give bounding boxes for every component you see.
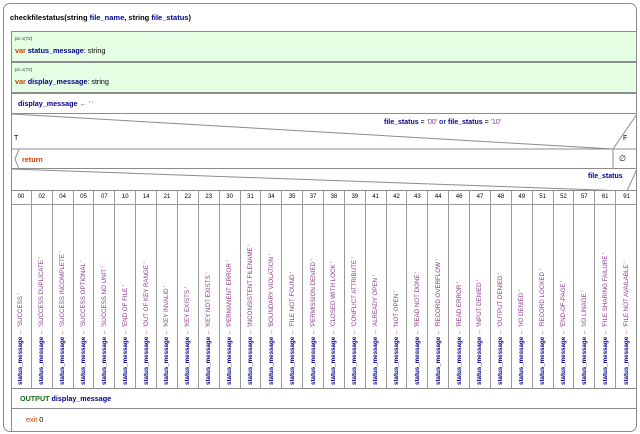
case-arrow: ← (38, 328, 46, 336)
case-arrow: ← (559, 328, 567, 336)
case-target: status_message (80, 336, 88, 385)
case-column-49 (512, 191, 533, 389)
assignment-display-message (11, 93, 637, 114)
case-assignment (476, 280, 483, 385)
case-assignment (59, 251, 66, 385)
case-message: 'CONFLICT ATTRIBUTE ' (351, 256, 359, 328)
case-assignment (435, 259, 442, 385)
case-code: 22 (184, 194, 192, 200)
case-message: 'PERMANENT ERROR ' (226, 260, 234, 328)
case-column-44 (428, 191, 449, 389)
case-message: 'KEY EXISTS ' (184, 287, 192, 328)
case-code: 46 (455, 194, 463, 200)
case-message: 'READ NOT DONE ' (413, 271, 421, 328)
case-message: 'READ ERROR ' (455, 281, 463, 328)
exit-keyword: exit (26, 415, 38, 424)
case-column-61 (595, 191, 616, 389)
case-divider (220, 204, 240, 205)
case-target: status_message (163, 336, 171, 385)
case-arrow: ← (539, 328, 547, 336)
case-message: 'PERMISSION DENIED ' (309, 259, 317, 328)
case-code: 35 (288, 194, 296, 200)
empty-branch: ∅ (619, 154, 626, 163)
case-target: status_message (184, 336, 192, 385)
var-keyword: var (15, 46, 26, 55)
declaration-display-message: pic x(72) var display_message: string (11, 62, 637, 93)
case-assignment (247, 244, 254, 385)
case-message: 'SUCCESS OPTIONAL ' (80, 260, 88, 328)
case-column-05 (74, 191, 95, 389)
case-column-00 (11, 191, 32, 389)
case-code: 10 (121, 194, 129, 200)
case-message: 'BOUNDARY VIOLATION ' (267, 253, 275, 328)
case-arrow: ← (601, 328, 609, 336)
case-arrow: ← (17, 328, 25, 336)
case-arrow: ← (246, 328, 254, 336)
case-arrow: ← (497, 328, 505, 336)
nassi-shneiderman-diagram (3, 3, 637, 432)
case-target: status_message (434, 336, 442, 385)
case-assignment (38, 257, 45, 385)
declaration-status-message: pic x(72) var status_message: string (11, 31, 637, 62)
case-code: 30 (226, 194, 233, 200)
case-code: 52 (560, 194, 567, 200)
case-message: 'RECORD LOCKED ' (539, 269, 547, 328)
case-divider (470, 204, 490, 205)
case-divider (303, 204, 323, 205)
case-divider (574, 204, 594, 205)
case-column-52 (554, 191, 575, 389)
case-message: 'NOT OPEN ' (393, 290, 401, 328)
case-message: 'SUCCESS NO UNIT ' (100, 266, 108, 328)
case-arrow: ← (163, 328, 171, 336)
case-target: status_message (100, 336, 108, 385)
case-arrow: ← (351, 328, 359, 336)
case-column-41 (366, 191, 387, 389)
case-target: status_message (17, 336, 25, 385)
param2-name: file_status (151, 13, 189, 22)
case-column-42 (387, 191, 408, 389)
case-divider (428, 204, 448, 205)
case-arrow: ← (518, 328, 526, 336)
case-target: status_message (518, 336, 526, 385)
case-message: 'ALREADY OPEN ' (372, 275, 380, 328)
case-divider (533, 204, 553, 205)
case-divider (324, 204, 344, 205)
case-divider (94, 204, 114, 205)
case-divider (387, 204, 407, 205)
case-target: status_message (393, 336, 401, 385)
case-column-43 (407, 191, 428, 389)
case-message: 'END-OF-PAGE ' (559, 280, 567, 328)
return-statement: return (22, 155, 43, 164)
pic-label: pic x(72) (15, 67, 33, 72)
case-target: status_message (413, 336, 421, 385)
case-divider (178, 204, 198, 205)
case-message: 'I/O DENIED ' (518, 289, 526, 328)
case-assignment (351, 257, 358, 385)
case-divider (136, 204, 156, 205)
case-arrow: ← (309, 328, 317, 336)
case-arrow: ← (205, 328, 213, 336)
case-message: 'OUTPUT DENIED ' (497, 272, 505, 328)
case-assignment (122, 285, 129, 385)
case-assignment (497, 273, 504, 385)
case-target: status_message (309, 336, 317, 385)
case-divider (261, 204, 281, 205)
param2-type: string (128, 13, 150, 22)
case-assignment (80, 260, 87, 385)
case-divider (74, 204, 94, 205)
case-assignment (581, 290, 588, 385)
case-divider (157, 204, 177, 205)
case-assignment (456, 282, 463, 385)
var-name: status_message (27, 46, 84, 55)
case-code: 07 (101, 194, 108, 200)
case-target: status_message (38, 336, 46, 385)
case-divider (449, 204, 469, 205)
case-target: status_message (539, 336, 547, 385)
case-divider (282, 204, 302, 205)
case-column-31 (241, 191, 262, 389)
if-block (11, 114, 637, 169)
assign-value: ' ' (88, 99, 94, 108)
case-column-57 (574, 191, 595, 389)
case-assignment (268, 254, 275, 385)
case-column-47 (470, 191, 491, 389)
case-message: 'RECORD OVERFLOW ' (434, 259, 442, 328)
case-arrow: ← (226, 328, 234, 336)
switch-header (11, 169, 637, 191)
var-type: string (87, 46, 106, 55)
case-code: 44 (434, 194, 442, 200)
case-target: status_message (226, 336, 234, 385)
case-target: status_message (330, 336, 338, 385)
case-arrow: ← (330, 328, 338, 336)
case-arrow: ← (121, 328, 129, 336)
case-code: 31 (247, 194, 254, 200)
case-code: 43 (414, 194, 421, 200)
case-assignment (560, 281, 567, 385)
case-message: 'FILE NOT AVAILABLE ' (622, 261, 630, 328)
case-arrow: ← (476, 328, 484, 336)
case-column-91 (616, 191, 637, 389)
case-code: 21 (163, 194, 171, 200)
case-message: 'END OF FILE ' (121, 284, 129, 328)
case-code: 39 (351, 194, 359, 200)
assign-target: display_message (18, 99, 78, 108)
case-target: status_message (121, 336, 129, 385)
case-assignment (393, 291, 400, 385)
case-message: 'FILE NOT FOUND ' (288, 271, 296, 328)
case-assignment (226, 260, 233, 385)
case-assignment (163, 286, 170, 386)
case-arrow: ← (184, 328, 192, 336)
param1-name: file_name (89, 13, 125, 22)
case-arrow: ← (288, 328, 296, 336)
if-diagonals (12, 114, 637, 169)
if-condition: file_status = '00' or file_status = '10' (384, 119, 502, 126)
case-assignment (310, 259, 317, 385)
case-arrow: ← (393, 328, 401, 336)
case-divider (616, 204, 637, 205)
case-target: status_message (205, 336, 213, 385)
output-variable: display_message (51, 394, 112, 403)
case-target: status_message (497, 336, 505, 385)
case-target: status_message (288, 336, 296, 385)
case-target: status_message (267, 336, 275, 385)
case-column-22 (178, 191, 199, 389)
case-assignment (17, 293, 24, 385)
case-divider (407, 204, 427, 205)
case-column-30 (220, 191, 241, 389)
false-label: F (623, 135, 628, 142)
assign-arrow: ← (79, 99, 87, 108)
output-keyword: OUTPUT (20, 394, 50, 403)
case-divider (554, 204, 574, 205)
case-target: status_message (246, 336, 254, 385)
case-message: 'INPUT DENIED ' (476, 279, 484, 328)
case-code: 02 (38, 194, 46, 200)
case-column-37 (303, 191, 324, 389)
case-divider (11, 204, 31, 205)
case-arrow: ← (372, 328, 380, 336)
case-assignment (205, 272, 212, 385)
function-name: checkfilestatus (10, 13, 65, 22)
case-message: 'SUCCESS DUPLICATE ' (38, 257, 46, 328)
case-arrow: ← (455, 328, 463, 336)
case-assignment (414, 272, 421, 385)
case-message: 'KEY INVALID ' (163, 285, 171, 328)
case-code: 00 (17, 194, 25, 200)
switch-variable: file_status (588, 173, 623, 180)
case-assignment (539, 269, 546, 385)
case-column-38 (324, 191, 345, 389)
case-code: 91 (623, 194, 630, 200)
case-assignment (372, 275, 379, 385)
case-column-48 (491, 191, 512, 389)
case-divider (366, 204, 386, 205)
case-arrow: ← (622, 328, 630, 336)
case-column-07 (94, 191, 115, 389)
case-arrow: ← (267, 328, 275, 336)
var-name: display_message (27, 77, 88, 86)
case-code: 51 (539, 194, 546, 200)
case-target: status_message (59, 336, 67, 385)
case-message: 'SUCCESS INCOMPLETE ' (59, 251, 67, 328)
var-type: string (91, 77, 109, 86)
case-assignment (602, 253, 609, 385)
case-target: status_message (351, 336, 359, 385)
case-arrow: ← (100, 328, 108, 336)
case-code: 57 (580, 194, 588, 200)
case-target: status_message (601, 336, 609, 385)
case-assignment (101, 266, 108, 385)
case-column-51 (533, 191, 554, 389)
true-label: T (14, 135, 19, 142)
case-divider (241, 204, 261, 205)
exit-value: 0 (39, 415, 44, 424)
case-arrow: ← (142, 328, 150, 336)
case-code: 61 (601, 194, 609, 200)
case-divider (199, 204, 219, 205)
case-message: 'KEY NOT EXISTS ' (205, 272, 213, 328)
case-assignment (143, 262, 150, 385)
case-code: 38 (330, 194, 338, 200)
case-code: 14 (142, 194, 150, 200)
case-divider (115, 204, 135, 205)
case-arrow: ← (413, 328, 421, 336)
case-assignment (289, 272, 296, 385)
case-assignment (518, 290, 525, 385)
case-target: status_message (476, 336, 484, 385)
case-code: 05 (80, 194, 87, 200)
case-column-35 (282, 191, 303, 389)
case-target: status_message (580, 336, 588, 385)
case-message: 'INCONSISTENT FILENAME ' (246, 244, 254, 328)
case-code: 47 (476, 194, 484, 200)
case-column-10 (115, 191, 136, 389)
case-column-21 (157, 191, 178, 389)
case-code: 04 (59, 194, 66, 200)
case-message: 'I/O LINAGE ' (580, 290, 588, 328)
case-code: 23 (205, 194, 213, 200)
case-target: status_message (142, 336, 150, 385)
case-code: 34 (267, 194, 275, 200)
case-columns (11, 191, 637, 389)
case-target: status_message (559, 336, 567, 385)
case-divider (32, 204, 52, 205)
case-arrow: ← (59, 328, 67, 336)
case-message: 'OUT OF KEY RANGE ' (142, 262, 150, 328)
case-target: status_message (372, 336, 380, 385)
case-message: 'SUCCESS ' (17, 293, 25, 328)
case-column-46 (449, 191, 470, 389)
case-column-34 (261, 191, 282, 389)
case-column-04 (53, 191, 74, 389)
param1-type: string (66, 13, 88, 22)
case-target: status_message (455, 336, 463, 385)
var-keyword: var (15, 77, 26, 86)
case-assignment (623, 262, 630, 385)
case-code: 42 (393, 194, 400, 200)
case-divider (345, 204, 365, 205)
pic-label: pic x(72) (15, 36, 33, 41)
case-code: 37 (309, 194, 317, 200)
case-message: 'CLOSED WITH LOCK ' (330, 261, 338, 328)
case-arrow: ← (80, 328, 88, 336)
case-divider (595, 204, 615, 205)
case-assignment (330, 262, 337, 385)
case-column-39 (345, 191, 366, 389)
function-header: checkfilestatus(string file_name, string file_status) (10, 13, 191, 22)
output-statement (11, 389, 637, 409)
case-column-23 (199, 191, 220, 389)
case-divider (53, 204, 73, 205)
case-divider (512, 204, 532, 205)
function-body (11, 31, 636, 432)
case-assignment (184, 287, 191, 385)
case-code: 41 (372, 194, 379, 200)
case-code: 49 (518, 194, 526, 200)
case-column-14 (136, 191, 157, 389)
case-column-02 (32, 191, 53, 389)
case-divider (491, 204, 511, 205)
case-message: 'FILE SHARING FAILURE ' (601, 252, 609, 328)
case-arrow: ← (434, 328, 442, 336)
case-code: 48 (497, 194, 505, 200)
exit-statement (11, 409, 637, 432)
case-target: status_message (622, 336, 630, 385)
case-arrow: ← (580, 328, 588, 336)
